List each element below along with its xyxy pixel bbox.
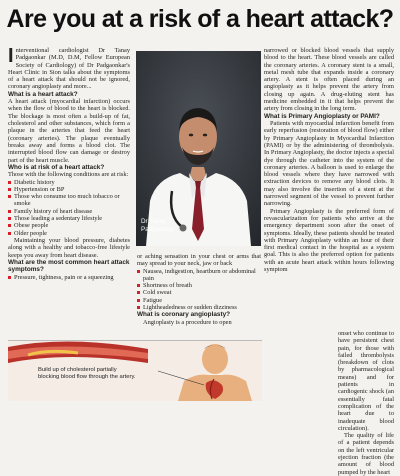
pami-paragraph: Patients with myocardial infarction benefit from early reperfusion (restoration of blood flow) either by Primary Angioplasty in Myocardial Infarction (PAMI) or by the administering of thrombolysis. In Primary Angioplasty, the doctor injects a special dye through the catheter into the system of the coronary arteries. A balloon is used to enlarge the blood vessels where they have narrowed with extraction devices to remove any blood clots. It may also involve the insertion of a stent at the narrowed segment of the vessel to prevent further narrowing. [264,120,394,208]
answer-angioplasty: Angioplasty is a procedure to open [143,318,232,326]
risk-list [8,179,130,237]
symptom-list [137,268,261,312]
stent-paragraph: narrowed or blocked blood vessels that supply blood to the heart. These blood vessels are called the coronary arteries. A coronary stent is a small, metal mesh tube that expands inside a coronary artery. A stent is often placed during an angioplasty as it helps prevent the artery from closing up again. A drug-eluting stent has medicine embedded in it that helps prevent the artery from closing in the long term. [264,47,394,113]
article-column-3 [264,47,394,273]
list-item: Cold sweat [137,289,261,296]
drop-cap: I [8,45,14,67]
photo-caption: Dr Tanay Padgaonkar [141,218,175,233]
list-item: Nausea, indigestion, heartburn or abdominal pain [137,268,261,283]
list-item: Shortness of breath [137,282,261,289]
preferred-paragraph: Primary Angioplasty is the preferred form of revascularization for patients who arrive at the emergency department soon after the onset of symptoms. Ideally, these patients should be treated with Primary Angioplasty within an hour of their first medical contact in the hospital as a system goal. This is also the preferred option for patients with an acute heart attack within hours following symptom [264,207,394,274]
list-item: Pressure, tightness, pain or a squeezing [8,274,130,281]
artery-illustration [8,340,262,401]
article-column-1 [8,47,130,281]
list-item: Lightheadedness or sudden dizziness [137,304,261,311]
list-item: Older people [8,230,130,237]
doctor-photo [136,51,261,246]
list-item: Fatigue [137,297,261,304]
intro-paragraph: Interventional cardiologist Dr Tanay Padgaonkar (M.D, D.M, Fellow European Society of Cardiology) of Dr Padgaonkar's Heart Clinic in Sion talks about the symptoms of a heart attack that should not be ignored, coronary angioplasty and more... [8,45,130,91]
answer-heart-attack: A heart attack (myocardial infarction) occurs when the flow of blood to the heart is blocked. The blockage is most often a build-up of fat, cholesterol and other substances, which form a plaque in the arteries that feed the heart (coronary arteries). The plaque eventually breaks away and forms a blood clot. The interrupted blood flow can damage or destroy part of the heart muscle. [8,98,130,164]
list-item: Diabetic history [8,179,130,186]
question-pami: What is Primary Angioplasty or PAMI? [264,112,380,120]
headline: Are you at a risk of a heart attack? [6,5,394,33]
illustration-caption: Build up of cholesterol partially blocking blood flow through the artery. [38,367,136,380]
article-column-2 [137,253,261,326]
list-item: Obese people [8,222,130,229]
article-column-3-wrap: onset who continue to have persistent chest pain, for those with failed thrombolysis (breakdown of clots by pharmacological means) and for patients in cardiogenic shock (an essentially fatal complication of the heart due to inadequate blood circulation). The quality of life of a patient depends on the left ventricular ejection fraction (the amount of blood pumped by the heart [338,330,394,476]
doctor-portrait-icon [136,51,261,246]
symptom-list-start [8,274,130,281]
list-item: Those who consume too much tobacco or smoke [8,193,130,208]
question-angioplasty: What is coronary angioplasty? [137,311,231,319]
list-item: Hypertension or BP [8,186,130,193]
list-item: Those leading a sedentary lifestyle [8,215,130,222]
question-symptoms: What are the most common heart attack symptoms? [8,258,130,274]
symptom-continued: or aching sensation in your chest or arms that may spread to your neck, jaw or back [137,253,261,268]
question-heart-attack: What is a heart attack? [8,90,78,98]
risk-advice: Maintaining your blood pressure, diabetes along with a healthy and tobacco-free lifestyle keeps you away from heart disease. [8,236,130,259]
question-risk: Who is at risk of a heart attack? [8,163,105,171]
answer-risk: Those with the following conditions are at risk: [8,171,129,179]
list-item: Family history of heart disease [8,208,130,215]
